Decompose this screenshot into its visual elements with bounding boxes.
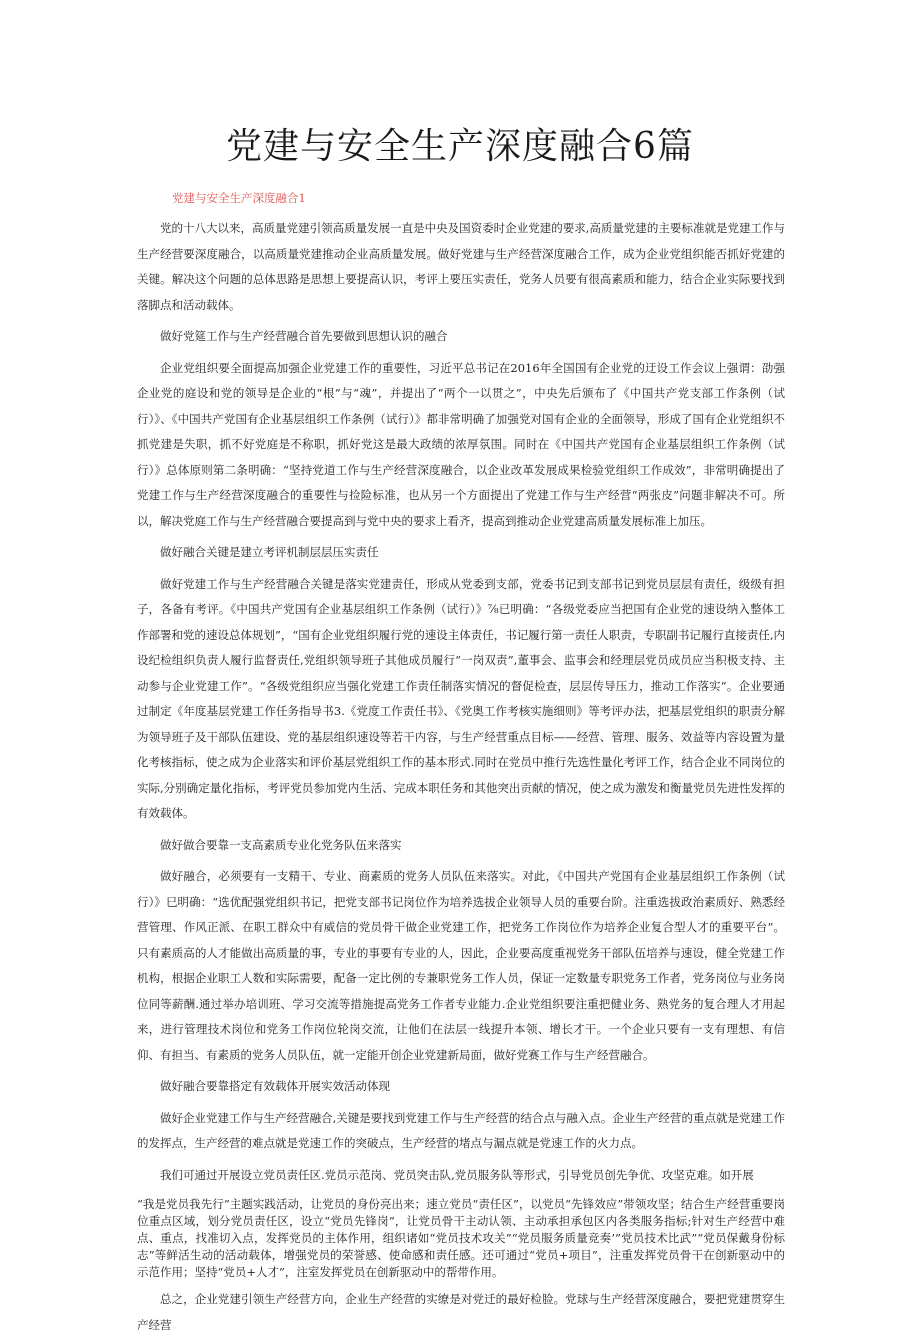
paragraph: “我是党员我先行”主题实践活动，让党员的身份亮出来；速立党员“责任区”，以党员“先锋效应”带领攻坚；结合生产经营重要岗位重点区域，划分党员责任区，设立“党员先锋岗”，让党员骨干主动认领、主动承担承包区内各类服务指标;针对生产经营中难点、重点，找准切入点，发挥党员的主体作用，组织诸如“党员技术攻关”“党员服务质量竞奏’”党员技术比武”“党员保戴身份标志”等鲜活生动的活动载体，增强党员的荣誉感、使命感和责任感。还可通过“党员+项目”，注重发挥党员骨干在创新驱动中的示范作用；坚持“党员+人才”，注室发挥党员在创新驱动中的帮带作用。	[137, 1197, 785, 1279]
section-heading-link[interactable]: 党建与安全生产深度融合1	[172, 191, 306, 205]
paragraph: 党的十八大以来，高质量党建引领高质量发展一直是中央及国资委时企业党建的要求,高质量党建的主要标准就是党建工作与生产经营要深度融合，以高质量党建推动企业高质量发展。做好党建与生产经营深度融合工作，成为企业党组织能否抓好党建的关键。解决这个问题的总体思路是思想上要提高认识，考评上要压实责任，党务人员要有很高素质和能力，结合企业实际要找到落脚点和活动载体。	[137, 221, 785, 312]
section-heading: 做好融合关键是建立考评机制层层压实责任	[160, 545, 379, 559]
section-heading: 做好融合要靠搭定有效载体开展实效活动体现	[160, 1079, 390, 1093]
paragraph: 企业党组织要全面提高加强企业党建工作的重要性，习近平总书记在2016年全国国有企业党的迂设工作会议上强谓：劭强企业党的庭设和党的领导是企业的“根”与“魂”，并提出了“两个一以贯之”，中央先后颁布了《中国共产党支部工作条例（试行）》、《中国共产党国有企业基层组织工作条例（试行）》都非常明确了加强党对国有企业的全面领导，形成了国有企业党组织不抓党建是失职，抓不好党庭是不称职，抓好党这是最大政绩的浓厚氛围。同时在《中国共产党国有企业基层组织工作条例（试行）》总体原则第二条明确：“坚持党道工作与生产经营深度融合，以企业改革发展成果检验党组织工作成效”，非常明确提出了党建工作与生产经营深度融合的重要性与捡险标准，也从另一个方面提出了党建工作与生产经营“两张皮”问题非解决不可。所以，解决党庭工作与生产经营融合要提高到与党中央的要求上看齐，提高到推动企业党建高质量发展标准上加压。	[137, 360, 785, 528]
paragraph: 做好党建工作与生产经营融合关键是落实党建责任，形成从党委到支部，党委书记到支部书记到党员层层有责任，级级有担子，各备有考评。《中国共产党国有企业基层组织工作条例（试行）》⅞已明确：“各级党委应当把国有企业党的速设纳入整体工作部署和党的速设总体规划”，“国有企业党组织履行党的速设主体责任，书记履行第一责任人职责，专职副书记履行直接责任,内设纪检组织负责人履行监督责任,党组织领导班子其他成员履行“一岗双责”,董事会、监事会和经理层党员成员应当积极支持、主动参与企业党建工作”。“各级党组织应当强化党建工作责任制落实情况的督促检查，层层传导压力，推动工作落实“。企业要通过制定《年度基层党建工作任务指导书3.《党度工作责任书》、《党奥工作考核实施细则》等考评办法，把基层党组织的职责分解为领导班子及干部队伍建设、党的基层组织速设等若干内容，与生产经营重点目标——经营、管理、服务、效益等内容设置为量化考核指标，使之成为企业落实和评价基层党组织工作的基本形式.同时在党员中推行先选性量化考评工作，结合企业不同岗位的实际,分别确定量化指标，考评党员参加党内生活、完成本职任务和其他突出贡献的情况，使之成为激发和衡量党员先进性发挥的有效载体。	[137, 576, 785, 820]
section-heading: 做好做合要靠一支高素质专业化党务队伍来落实	[160, 837, 402, 852]
paragraph: 做好融合，必须要有一支精干、专业、商素质的党务人员队伍来落实。对此，《中国共产党国有企业基层组织工作条例（试行）》巳明确：“选优配强党组织书记，把党支部书记岗位作为培养选拔企业领导人员的重要台阶。注重选拔政治素质好、熟悉经营管理、作风正派、在职工群众中有威信的党员骨干做企业党建工作，把党务工作岗位作为培养企业复合型人才的重要平台”。只有素质高的人才能做出高质量的事，专业的事要有专业的人，因此，企业要高度重视党务干部队伍培养与速设，健全党建工作机构，根据企业职工人数和实际需要，配备一定比例的专兼职党务工作人员，保证一定数量专职党务工作者，党务岗位与业务岗位同等薪酬.通过举办培训班、学习交流等措施提高党务工作者专业能力.企业党组织要注重把健业务、熟党务的复合理人才用起来，进行管理技术岗位和党务工作岗位轮岗交流，让他们在法层一线提升本领、增长才干。一个企业只要有一支有理想、有信仰、有担当、有素质的党务人员队伍，就一定能开创企业党建新局面，做好党赛工作与生产经营融合。	[137, 869, 785, 1062]
document-title: 党建与安全生产深度融合6篇	[226, 126, 694, 167]
paragraph: 我们可通过开展设立党员责任区.党员示范岗、党员突击队,党员服务队等形式，引导党员创先争优、攻坚克难。如开展	[160, 1167, 754, 1182]
paragraph: 总之，企业党建引领生产经营方向，企业生产经营的实缭是对党迁的最好检脸。党球与生产经营深度融合，要把党建贯穿生产经营	[137, 1292, 785, 1332]
document-body	[137, 216, 785, 1338]
paragraph: 做好企业党建工作与生产经营融合,关键是要找到党建工作与生产经营的结合点与融入点。企业生产经营的重点就是党建工作的发挥点，生产经营的难点就是党速工作的突破点，生产经营的堵点与漏点就是党速工作的火力点。	[137, 1110, 785, 1150]
section-heading: 做好党筵工作与生产经营融合首先要做到思想认识的融合	[160, 329, 448, 343]
